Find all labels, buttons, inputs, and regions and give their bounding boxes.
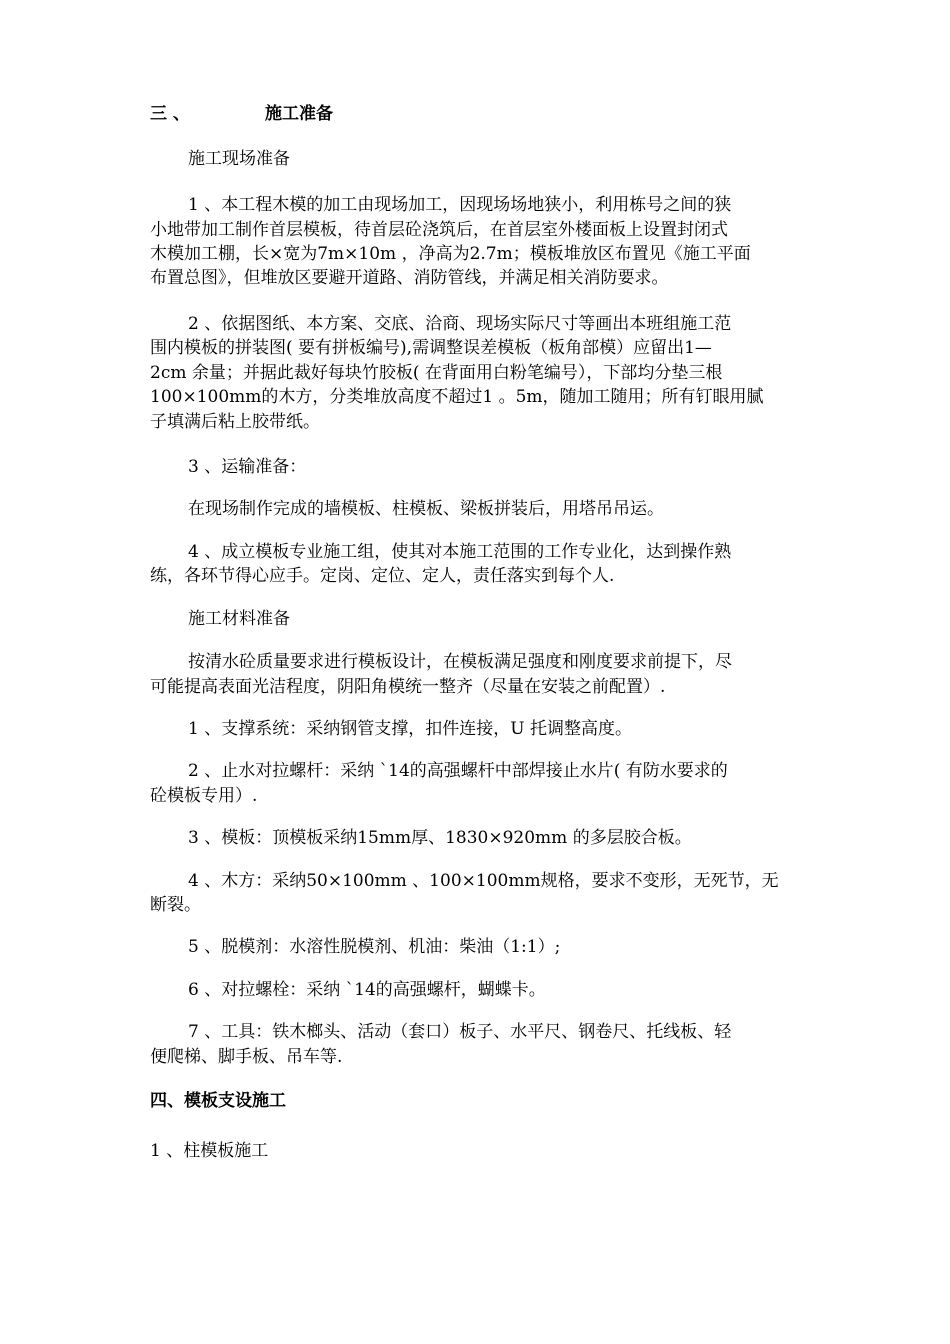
paragraph-line: 按清水砼质量要求进行模板设计，在模板满足强度和刚度要求前提下，尽	[188, 652, 732, 672]
section4-sub1: 1 、柱模板施工	[150, 1141, 269, 1161]
paragraph-line: 便爬梯、脚手板、吊车等.	[150, 1047, 343, 1067]
paragraph-line: 子填满后粘上胶带纸。	[150, 412, 320, 432]
paragraph-line: 5 、脱模剂：水溶性脱模剂、机油：柴油（1:1）;	[188, 937, 561, 957]
paragraph-line: 3 、运输准备：	[188, 457, 307, 477]
paragraph-line: 木模加工棚，长×宽为7m×10m ，净高为2.7m；模板堆放区布置见《施工平面	[150, 244, 751, 264]
paragraph-line: 砼模板专用）.	[150, 786, 258, 806]
paragraph-line: 1 、支撑系统：采纳钢管支撑，扣件连接，U 托调整高度。	[188, 719, 632, 739]
paragraph-line: 3 、模板：顶模板采纳15mm厚、1830×920mm 的多层胶合板。	[188, 828, 692, 848]
paragraph-line: 小地带加工制作首层模板，待首层砼浇筑后，在首层室外楼面板上设置封闭式	[150, 220, 728, 240]
paragraph-line: 7 、工具：铁木榔头、活动（套口）板子、水平尺、钢卷尺、托线板、轻	[188, 1022, 732, 1042]
site-prep-heading: 施工现场准备	[188, 149, 290, 169]
paragraph-line: 1 、本工程木模的加工由现场加工，因现场场地狭小，利用栋号之间的狭	[188, 195, 732, 215]
paragraph-line: 练，各环节得心应手。定岗、定位、定人，责任落实到每个人.	[150, 566, 615, 586]
paragraph-line: 4 、成立模板专业施工组，使其对本施工范围的工作专业化，达到操作熟	[188, 542, 732, 562]
section3-title: 施工准备	[265, 104, 333, 124]
paragraph-line: 可能提高表面光洁程度，阴阳角模统一整齐（尽量在安装之前配置）.	[150, 677, 666, 697]
section3-number: 三 、	[150, 104, 190, 124]
paragraph-line: 断裂。	[150, 895, 201, 915]
paragraph-line: 2cm 余量；并据此裁好每块竹胶板( 在背面用白粉笔编号），下部均分垫三根	[150, 363, 723, 383]
paragraph-line: 4 、木方：采纳50×100mm 、100×100mm规格，要求不变形，无死节，无	[188, 871, 779, 891]
material-prep-heading: 施工材料准备	[188, 609, 290, 629]
paragraph-line: 2 、依据图纸、本方案、交底、洽商、现场实际尺寸等画出本班组施工范	[188, 314, 732, 334]
paragraph-line: 2 、止水对拉螺杆：采纳 `14的高强螺杆中部焊接止水片( 有防水要求的	[188, 761, 728, 781]
paragraph-line: 6 、对拉螺栓：采纳 `14的高强螺杆，蝴蝶卡。	[188, 980, 546, 1000]
paragraph-line: 100×100mm的木方，分类堆放高度不超过1 。5m，随加工随用；所有钉眼用腻	[150, 387, 764, 407]
paragraph-line: 布置总图》，但堆放区要避开道路、消防管线，并满足相关消防要求。	[150, 268, 669, 288]
paragraph-line: 围内模板的拼装图( 要有拼板编号),需调整误差模板（板角部模）应留出1—	[150, 338, 712, 358]
paragraph-line: 在现场制作完成的墙模板、柱模板、梁板拼装后，用塔吊吊运。	[188, 499, 664, 519]
section4-title: 四、模板支设施工	[150, 1091, 286, 1111]
